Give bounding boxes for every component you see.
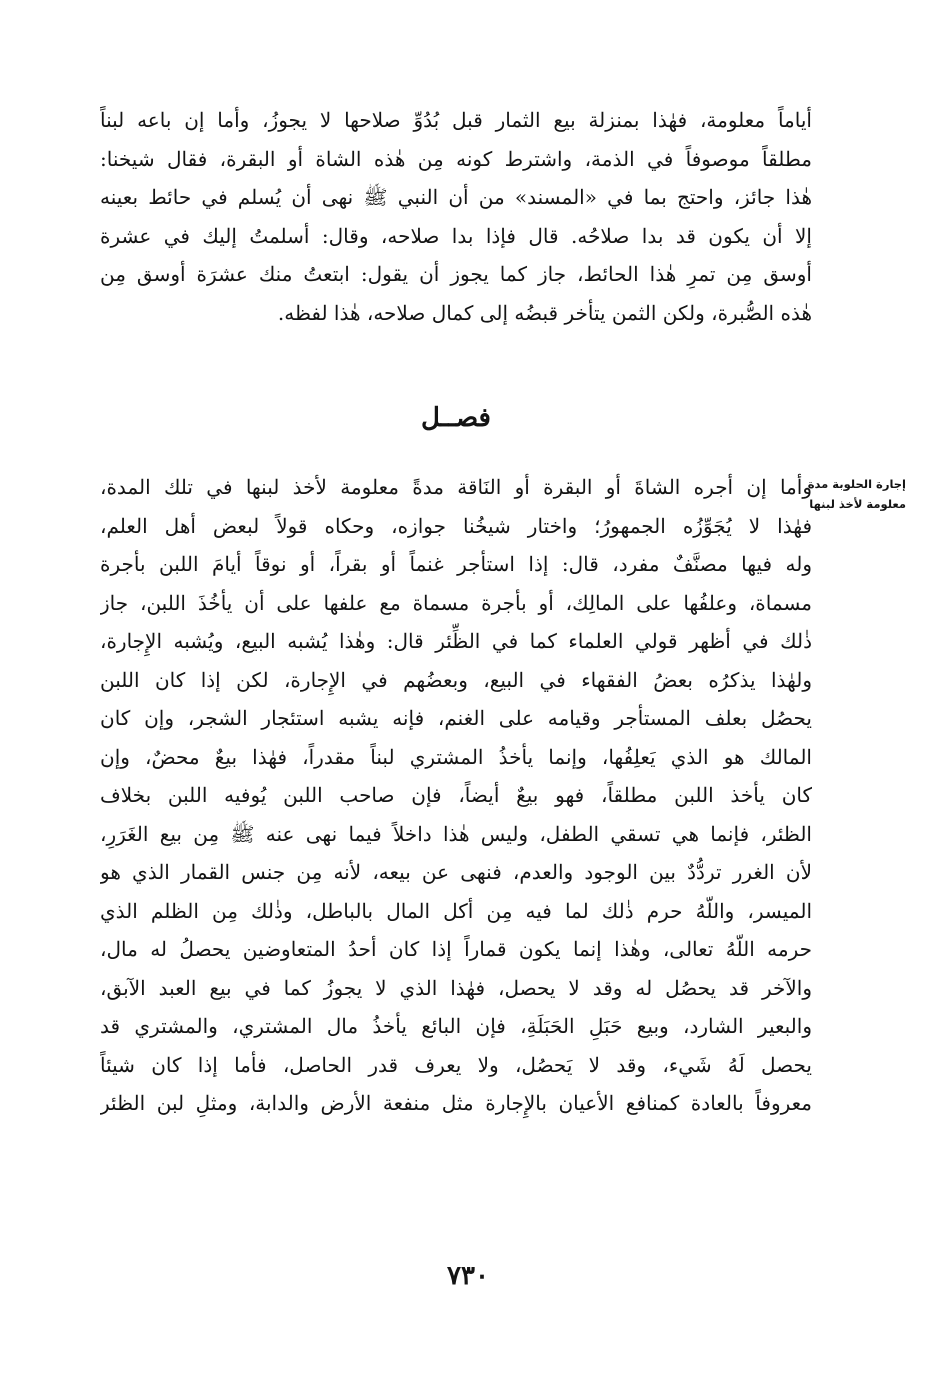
margin-note-line: إجارة الحلوبة مدة bbox=[807, 477, 906, 491]
margin-note bbox=[802, 474, 906, 514]
text-line: ولهٰذا يذكرُه بعضُ الفقهاء في البيع، وبعضُهم في الإِجارة، لكن إذا كان اللبن bbox=[100, 667, 812, 692]
text-line: لأن الغرر تردُّدٌ بين الوجود والعدم، فنهى عن بيعه، لأنه مِن جنس القمار الذي هو bbox=[100, 860, 812, 884]
text-line: الميسر، واللّهُ حرم ذٰلك لما فيه مِن أكل المال بالباطل، وذٰلك مِن الظلم الذي bbox=[100, 898, 812, 923]
text-line: ذٰلك في أظهر قولي العلماء كما في الظِّئر قال: وهٰذا يُشبه البيع، ويُشبه الإِجارة، bbox=[100, 629, 812, 653]
text-line: كان يأخذ اللبن مطلقاً، فهو بيعٌ أيضاً، فإن صاحب اللبن يُوفيه اللبن بخلاف bbox=[100, 783, 812, 807]
text-line: إلا أن يكون قد بدا صلاحُه. قال فإذا بدا صلاحه، وقال: أسلمتُ إليك في عشرة bbox=[100, 223, 812, 248]
text-line: مطلقاً موصوفاً في الذمة، واشترط كونه مِن هٰذه الشاة أو البقرة، فقال شيخنا: bbox=[100, 146, 812, 171]
paragraph-1 bbox=[100, 101, 812, 332]
section-heading: فصــل bbox=[421, 403, 491, 433]
text-line: وأما إن أجره الشاةَ أو البقرة أو النَاقة مدةً معلومة لأخذ لبنها في تلك المدة، bbox=[100, 475, 812, 499]
text-line: هٰذه الصُّبرة، ولكن الثمن يتأخر قبضُه إلى كمال صلاحه، هٰذا لفظه. bbox=[277, 300, 812, 325]
text-line: معروفاً بالعادة كمنافع الأعيان بالإِجارة مثل منفعة الأرض والدابة، ومثلِ لبن الظئر bbox=[100, 1091, 812, 1115]
text-line: أوسق مِن تمرِ هٰذا الحائط، جاز كما يجوز أن يقول: ابتعتُ منك عشرَة أوسق مِن bbox=[100, 262, 812, 286]
text-line: يحصُل بعلف المستأجر وقيامه على الغنم، فإنه يشبه استئجار الشجر، وإن كان bbox=[100, 706, 812, 730]
text-line: المالك هو الذي يَعلِفُها، وإنما يأخذُ المشتري لبناً مقدراً، فهٰذا بيعٌ محضٌ، وإن bbox=[100, 744, 812, 769]
page-number: ٧٣٠ bbox=[447, 1261, 489, 1291]
text-line: مسماة، وعلفُها على المالِك، أو بأجرة مسماة مع علفها على أن يأخُذَ اللبن، جاز bbox=[100, 590, 812, 615]
text-line: حرمه اللّهُ تعالى، وهٰذا إنما يكون قماراً إذا كان أحدُ المتعاوضين يحصلُ له مال، bbox=[100, 937, 812, 961]
text-line: والبعير الشارد، وبيع حَبَلِ الحَبَلَةِ، فإن البائع يأخذُ مال المشتري، والمشتري قد bbox=[100, 1014, 812, 1038]
text-line: فهٰذا لا يُجَوِّزُه الجمهورُ؛ واختار شيخُنا جوازه، وحكاه قولاً لبعض أهل العلم، bbox=[100, 513, 812, 538]
text-line: أياماً معلومة، فهٰذا بمنزلة بيع الثمار قبل بُدُوِّ صلاحها لا يجوزُ، وأما إن باعه لبناً bbox=[100, 108, 812, 132]
text-line: يحصل لَهُ شَيء، وقد لا يَحصُل، ولا يعرف قدر الحاصل، فأما إذا كان شيئاً bbox=[100, 1052, 812, 1077]
text-line: وله فيها مصنَّفٌ مفرد، قال: إذا استأجر غنماً أو بقراً، أو نوقاً أيامَ اللبن بأجرة bbox=[100, 552, 812, 576]
text-line: والآخر قد يحصُل له وقد لا يحصل، فهٰذا الذي لا يجوزُ كما في بيع العبد الآبق، bbox=[100, 975, 812, 1000]
text-line: هٰذا جائز، واحتج بما في «المسند» من أن النبي ﷺ نهى أن يُسلم في حائط بعينه bbox=[100, 185, 812, 209]
paragraph-2 bbox=[100, 468, 812, 1123]
margin-note-line: معلومة لأخذ لبنها bbox=[809, 497, 906, 511]
text-line: الظئر، فإنما هي تسقي الطفل، وليس هٰذا داخلاً فيما نهى عنه ﷺ مِن بيع الغَرَرِ، bbox=[100, 821, 812, 846]
